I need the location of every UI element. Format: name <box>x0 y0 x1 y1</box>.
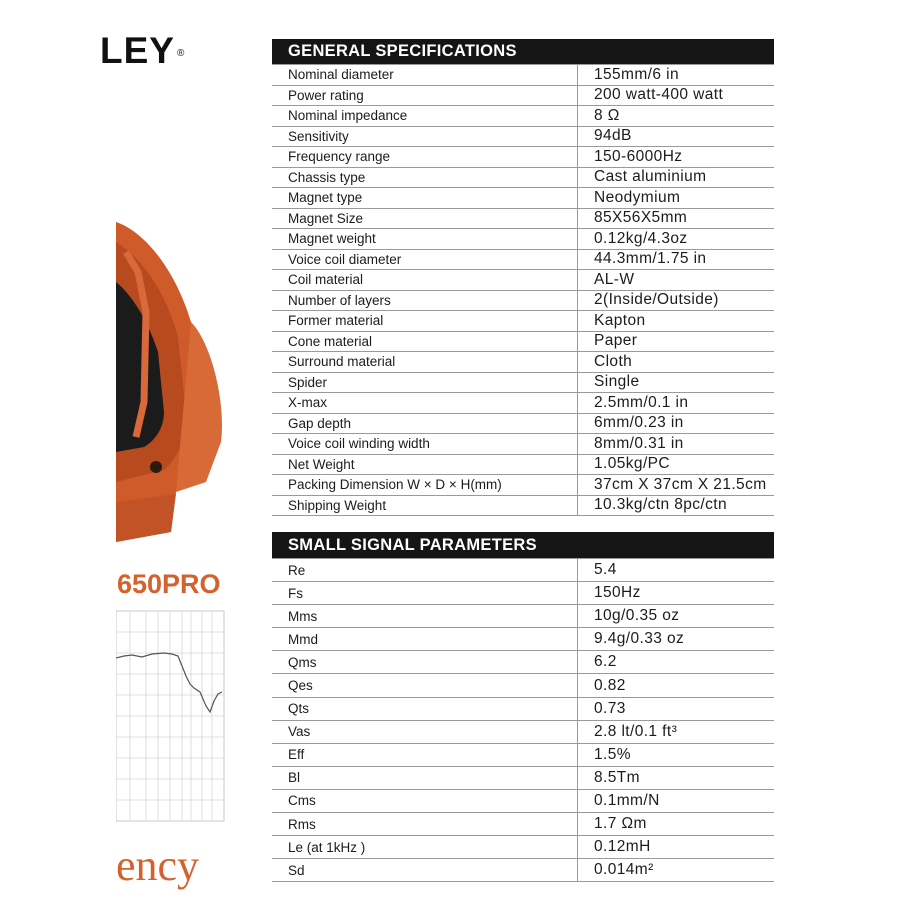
spec-value: 10g/0.35 oz <box>577 605 774 627</box>
tagline-text: ency <box>116 841 200 890</box>
brand-name: LEY <box>100 30 175 71</box>
table-row <box>272 270 774 291</box>
spec-value: 0.73 <box>577 698 774 720</box>
table-row <box>272 373 774 394</box>
table-row <box>272 188 774 209</box>
spec-value: 94dB <box>577 127 774 147</box>
spec-label: Eff <box>288 747 305 763</box>
table-row <box>272 744 774 767</box>
spec-label: Chassis type <box>288 169 366 185</box>
table-row <box>272 651 774 674</box>
spec-label: Qts <box>288 701 310 717</box>
spec-label: Frequency range <box>288 149 391 165</box>
spec-label: Nominal impedance <box>288 108 408 124</box>
spec-label: Coil material <box>288 272 364 288</box>
table-row <box>272 582 774 605</box>
spec-value: 85X56X5mm <box>577 209 774 229</box>
table-row <box>272 250 774 271</box>
spec-value: 37cm X 37cm X 21.5cm <box>577 475 774 495</box>
table-row <box>272 352 774 373</box>
spec-value: 200 watt-400 watt <box>577 86 774 106</box>
spec-value: 8.5Tm <box>577 767 774 789</box>
spec-label: Sensitivity <box>288 128 349 144</box>
registered-mark: ® <box>176 47 186 59</box>
small-signal-parameters-header: SMALL SIGNAL PARAMETERS <box>272 532 774 558</box>
spec-label: Rms <box>288 816 316 832</box>
table-row <box>272 434 774 455</box>
spec-value: 6mm/0.23 in <box>577 414 774 434</box>
spec-label: Magnet type <box>288 190 363 206</box>
table-row <box>272 628 774 651</box>
spec-value: 0.1mm/N <box>577 790 774 812</box>
spec-value: 9.4g/0.33 oz <box>577 628 774 650</box>
spec-label: Surround material <box>288 354 396 370</box>
spec-value: 150Hz <box>577 582 774 604</box>
spec-value: 2.8 lt/0.1 ft³ <box>577 721 774 743</box>
table-row <box>272 698 774 721</box>
spec-label: Gap depth <box>288 415 352 431</box>
spec-value: 0.12mH <box>577 836 774 858</box>
spec-label: Spider <box>288 374 328 390</box>
spec-label: Bl <box>288 770 301 786</box>
frequency-response-graph <box>116 606 228 832</box>
spec-value: 1.7 Ωm <box>577 813 774 835</box>
small-signal-parameters-table <box>272 532 774 882</box>
spec-value: 1.05kg/PC <box>577 455 774 475</box>
spec-label: Mmd <box>288 631 318 647</box>
spec-label: Magnet Size <box>288 210 364 226</box>
spec-label: Qes <box>288 678 313 694</box>
table-row <box>272 229 774 250</box>
spec-value: 8mm/0.31 in <box>577 434 774 454</box>
general-specifications-table <box>272 39 774 516</box>
table-row <box>272 790 774 813</box>
table-row <box>272 721 774 744</box>
table-row <box>272 106 774 127</box>
spec-label: Mms <box>288 608 318 624</box>
table-row <box>272 496 774 517</box>
spec-label: Cone material <box>288 333 373 349</box>
spec-label: Re <box>288 562 306 578</box>
spec-label: Magnet weight <box>288 231 376 247</box>
spec-label: Former material <box>288 313 384 329</box>
table-row <box>272 86 774 107</box>
spec-label: Power rating <box>288 87 364 103</box>
table-row <box>272 311 774 332</box>
spec-value: 5.4 <box>577 559 774 581</box>
spec-value: 2(Inside/Outside) <box>577 291 774 311</box>
spec-label: Shipping Weight <box>288 497 387 513</box>
table-row <box>272 64 774 86</box>
spec-label: Le (at 1kHz ) <box>288 839 366 855</box>
brand-logo <box>100 30 185 72</box>
spec-label: Fs <box>288 585 303 601</box>
model-name: 650PRO <box>117 569 221 599</box>
table-row <box>272 475 774 496</box>
table-row <box>272 168 774 189</box>
spec-label: X-max <box>288 395 328 411</box>
table-row <box>272 558 774 582</box>
speaker-image <box>116 212 226 542</box>
spec-value: 44.3mm/1.75 in <box>577 250 774 270</box>
spec-value: Paper <box>577 332 774 352</box>
general-specifications-header: GENERAL SPECIFICATIONS <box>272 39 774 64</box>
table-row <box>272 127 774 148</box>
spec-label: Qms <box>288 654 317 670</box>
table-row <box>272 147 774 168</box>
spec-label: Packing Dimension W × D × H(mm) <box>288 477 502 493</box>
spec-label: Voice coil diameter <box>288 251 402 267</box>
table-row <box>272 836 774 859</box>
table-row <box>272 674 774 697</box>
spec-value: Single <box>577 373 774 393</box>
spec-value: 1.5% <box>577 744 774 766</box>
table-row <box>272 393 774 414</box>
table-row <box>272 414 774 435</box>
spec-value: 150-6000Hz <box>577 147 774 167</box>
spec-value: 6.2 <box>577 651 774 673</box>
spec-label: Number of layers <box>288 292 391 308</box>
spec-value: AL-W <box>577 270 774 290</box>
spec-value: 0.82 <box>577 674 774 696</box>
table-row <box>272 455 774 476</box>
table-row <box>272 332 774 353</box>
spec-value: Cloth <box>577 352 774 372</box>
table-row <box>272 291 774 312</box>
spec-value: Neodymium <box>577 188 774 208</box>
spec-label: Cms <box>288 793 316 809</box>
spec-value: 0.014m² <box>577 859 774 881</box>
spec-value: 155mm/6 in <box>577 65 774 85</box>
table-row <box>272 813 774 836</box>
spec-value: Kapton <box>577 311 774 331</box>
spec-value: 2.5mm/0.1 in <box>577 393 774 413</box>
table-row <box>272 859 774 882</box>
spec-value: 10.3kg/ctn 8pc/ctn <box>577 496 774 516</box>
table-row <box>272 605 774 628</box>
table-row <box>272 767 774 790</box>
spec-label: Net Weight <box>288 456 355 472</box>
spec-label: Voice coil winding width <box>288 436 430 452</box>
spec-value: Cast aluminium <box>577 168 774 188</box>
spec-value: 0.12kg/4.3oz <box>577 229 774 249</box>
spec-label: Sd <box>288 862 305 878</box>
spec-label: Vas <box>288 724 311 740</box>
table-row <box>272 209 774 230</box>
spec-label: Nominal diameter <box>288 67 394 83</box>
spec-value: 8 Ω <box>577 106 774 126</box>
